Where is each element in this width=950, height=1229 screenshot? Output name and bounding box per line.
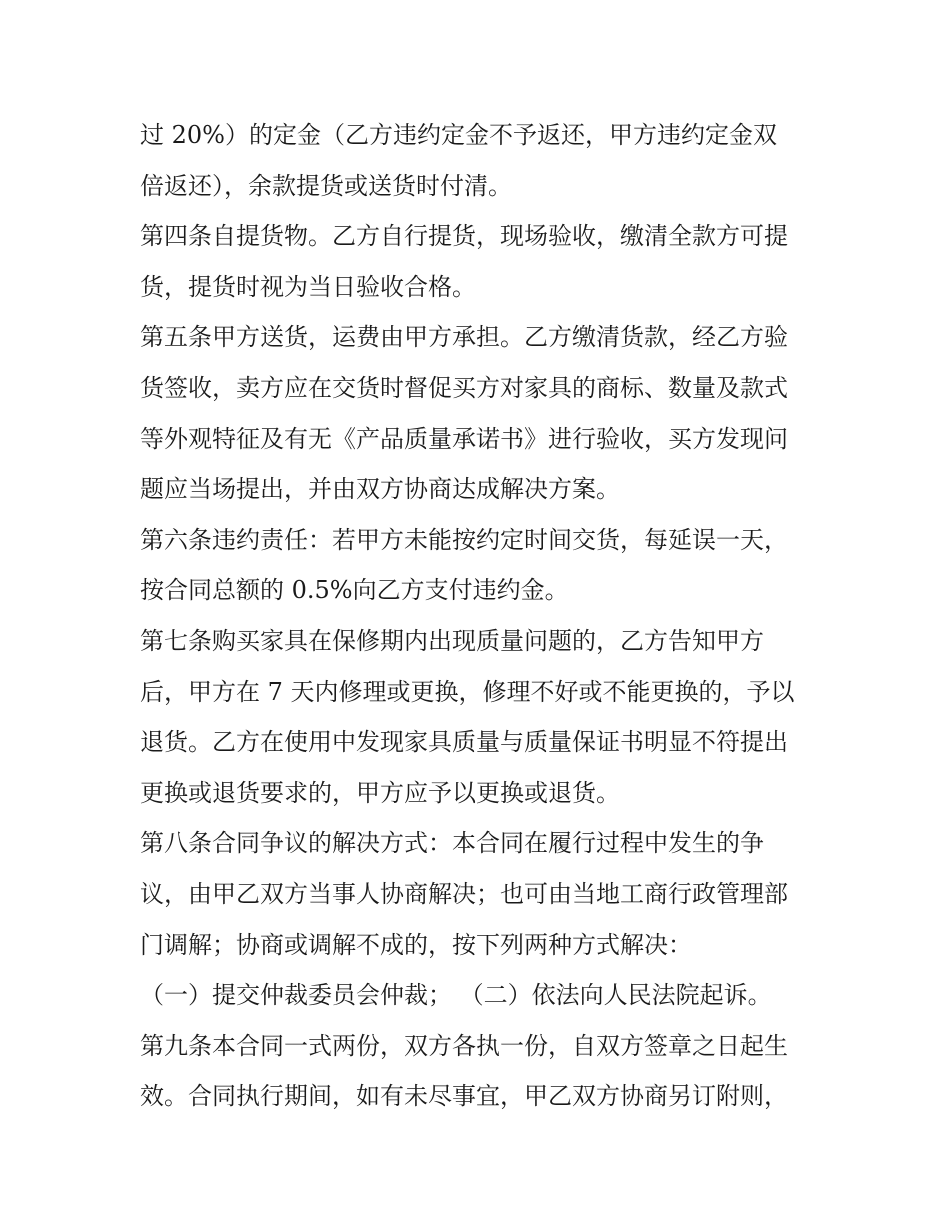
text-line: 按合同总额的 0.5%向乙方支付违约金。 [140,576,569,605]
text-line: 门调解；协商或调解不成的，按下列两种方式解决： [140,930,692,959]
text-line: 货，提货时视为当日验收合格。 [140,272,476,301]
text-line: （一）提交仲裁委员会仲裁； （二）依法向人民法院起诉。 [140,981,772,1010]
text-line: 更换或退货要求的，甲方应予以更换或退货。 [140,778,620,807]
text-line: 后，甲方在 7 天内修理或更换，修理不好或不能更换的，予以 [140,677,795,706]
text-line: 第九条本合同一式两份，双方各执一份，自双方签章之日起生 [140,1031,788,1060]
text-line: 第七条购买家具在保修期内出现质量问题的，乙方告知甲方 [140,626,764,655]
text-line: 货签收，卖方应在交货时督促买方对家具的商标、数量及款式 [140,373,788,402]
document-body [140,110,820,1122]
text-line: 第六条违约责任：若甲方未能按约定时间交货，每延误一天， [140,525,788,554]
text-line: 第八条合同争议的解决方式：本合同在履行过程中发生的争 [140,829,764,858]
text-line: 题应当场提出，并由双方协商达成解决方案。 [140,475,620,504]
text-line: 第五条甲方送货，运费由甲方承担。乙方缴清货款，经乙方验 [140,323,788,352]
text-line: 过 20%）的定金（乙方违约定金不予返还，甲方违约定金双 [140,121,777,149]
text-line: 效。合同执行期间，如有未尽事宜，甲乙双方协商另订附则， [140,1082,788,1111]
text-line: 退货。乙方在使用中发现家具质量与质量保证书明显不符提出 [140,728,788,757]
text-line: 第四条自提货物。乙方自行提货，现场验收，缴清全款方可提 [140,222,788,251]
text-line: 议，由甲乙双方当事人协商解决；也可由当地工商行政管理部 [140,879,788,908]
text-line: 倍返还），余款提货或送货时付清。 [140,171,512,200]
text-line: 等外观特征及有无《产品质量承诺书》进行验收，买方发现问 [140,424,788,453]
